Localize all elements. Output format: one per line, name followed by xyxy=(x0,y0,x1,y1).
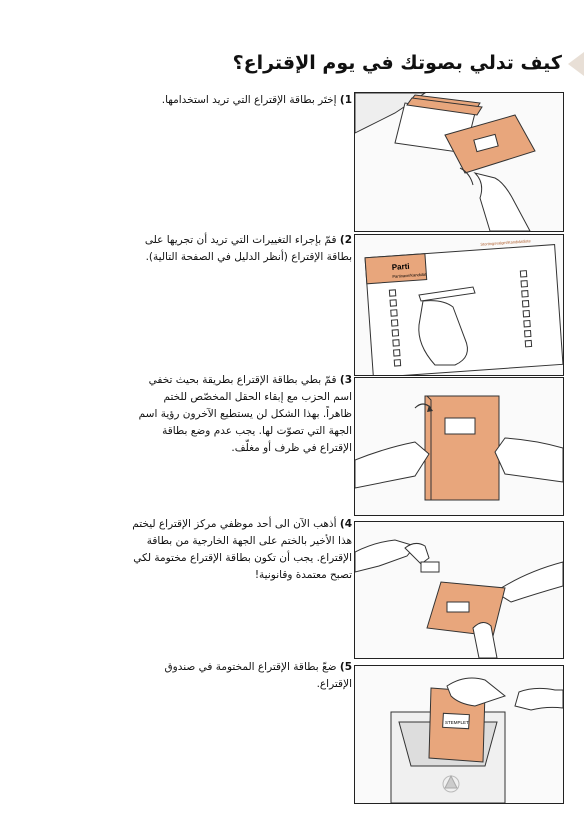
step-5-illustration xyxy=(354,665,564,804)
step-3-body: قمّ بطي بطاقة الإقتراع بطريقة بحيث تخفي اسم الحزب مع إبقاء الحقل المخصّص للختم ظاهراً. بهذا الشكل لن يستطيع الآخرون رؤية اسم الجهة التي تصوّت لها. يجب عدم وضع بطاقة الإقتراع في ظرف أو مغلّف. xyxy=(138,374,352,454)
step-1-text xyxy=(132,92,352,109)
step-4-text xyxy=(132,516,352,584)
stamp-text: STEMPLET xyxy=(445,720,469,725)
step-1-number: 1) xyxy=(339,94,352,106)
stamp-ballot-drawing xyxy=(355,522,563,658)
ballot-box-drawing xyxy=(355,666,563,803)
step-1-body: إختَر بطاقة الإقتراع التي تريد استخدامها. xyxy=(161,94,340,106)
step-2-text xyxy=(132,232,352,266)
page-title: كيف تدلي بصوتك في يوم الإقتراع؟ xyxy=(232,52,562,74)
step-4-number: 4) xyxy=(339,518,352,530)
edit-ballot-drawing xyxy=(355,235,563,375)
step-3-number: 3) xyxy=(339,374,352,386)
choose-ballot-drawing xyxy=(355,93,563,231)
step-1-illustration xyxy=(354,92,564,232)
step-5-number: 5) xyxy=(339,661,352,673)
step-2-number: 2) xyxy=(339,234,352,246)
ballot-header: Stortingsvalget/Kandidatliste xyxy=(480,238,531,247)
ballot-label: Parti xyxy=(391,261,410,272)
step-4-body: أذهب الآن الى أحد موظفي مركز الإقتراع ليختم هذا الأخير بالختم على الجهة الخارجية من بطاقة الإقتراع. يجب أن تكون بطاقة الإقتراع مختومة لكي تصبح معتمدة وقانونية! xyxy=(132,518,352,581)
fold-ballot-drawing xyxy=(355,378,563,515)
step-5-body: ضعّ بطاقة الإقتراع المختومة في صندوق الإقتراع. xyxy=(164,661,352,690)
step-4-illustration xyxy=(354,521,564,659)
corner-tab xyxy=(568,52,584,76)
step-2-illustration xyxy=(354,234,564,376)
step-3-illustration xyxy=(354,377,564,516)
step-2-body: قمّ بإجراء التغييرات التي تريد أن تجريها على بطاقة الإقتراع (أنظر الدليل في الصفحة التالية). xyxy=(144,234,352,263)
step-5-text xyxy=(132,659,352,693)
step-3-text xyxy=(132,372,352,457)
ballot-sublabel: Partinavn/Kandidat xyxy=(392,271,427,279)
